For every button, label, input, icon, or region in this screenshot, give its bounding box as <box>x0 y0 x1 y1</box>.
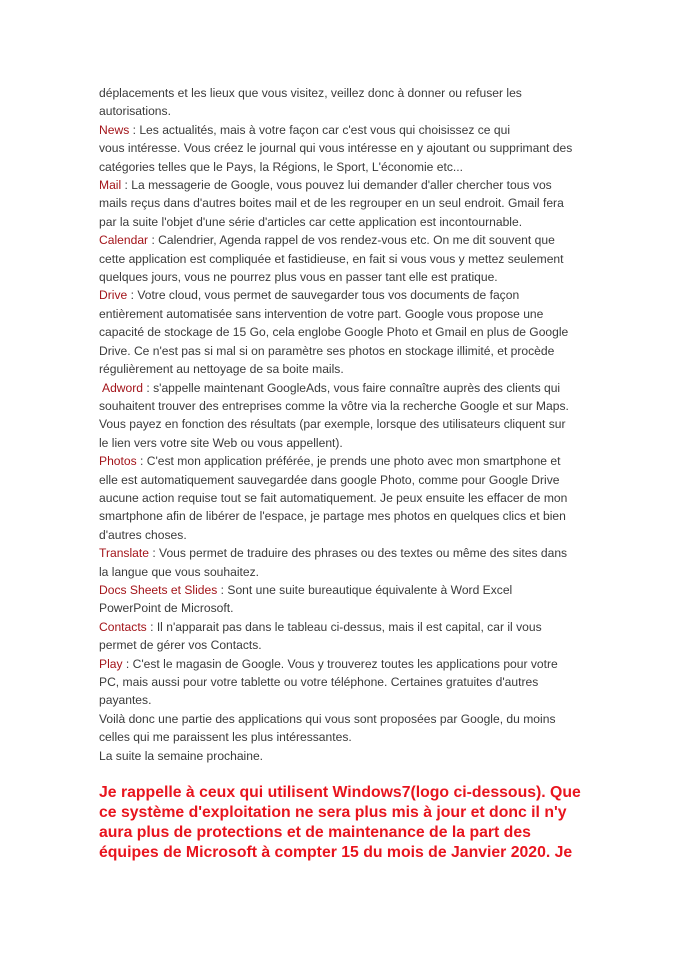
text-line: elle est automatiquement sauvegardée dans google Photo, comme pour Google Drive <box>99 472 560 487</box>
entry-label: Play <box>99 656 123 671</box>
text-line: la langue que vous souhaitez. <box>99 564 260 579</box>
entry-label: News <box>99 122 130 137</box>
text-line: permet de gérer vos Contacts. <box>99 638 262 653</box>
text-line: : La messagerie de Google, vous pouvez lui demander d'aller chercher tous vos <box>121 178 552 193</box>
text-line: souhaitent trouver des entreprises comme la vôtre via la recherche Google et sur Maps. <box>99 398 569 413</box>
text-line: autorisations. <box>99 104 171 119</box>
text-line: quelques jours, vous ne pourrez plus vous en passer tant elle est pratique. <box>99 270 498 285</box>
entry-label: Photos <box>99 454 137 469</box>
text-line: mails reçus dans d'autres boites mail et de les regrouper en un seul endroit. Gmail fera <box>99 196 564 211</box>
notice-line: ce système d'exploitation ne sera plus mis à jour et donc il n'y <box>99 804 567 821</box>
text-line: : C'est le magasin de Google. Vous y trouverez toutes les applications pour votre <box>122 656 558 671</box>
entry-label: Adword <box>102 380 144 395</box>
text-line: : Votre cloud, vous permet de sauvegarder tous vos documents de façon <box>127 288 520 303</box>
text-line: déplacements et les lieux que vous visitez, veillez donc à donner ou refuser les <box>99 86 522 100</box>
notice-line: équipes de Microsoft à compter 15 du mois de Janvier 2020. Je <box>99 844 573 861</box>
text-line: PC, mais aussi pour votre tablette ou votre téléphone. Certaines gratuites d'autres <box>99 675 539 689</box>
text-line: d'autres choses. <box>99 527 187 542</box>
entry-label: Contacts <box>99 619 147 634</box>
entry-docs-sheets-slides <box>99 581 589 618</box>
text-line: : s'appelle maintenant GoogleAds, vous faire connaître auprès des clients qui <box>143 380 561 395</box>
entry-label: Docs Sheets et Slides <box>99 582 218 597</box>
entry-label: Drive <box>99 288 128 303</box>
text-line: : Calendrier, Agenda rappel de vos rendez-vous etc. On me dit souvent que <box>148 233 555 248</box>
intro-paragraph <box>99 84 589 121</box>
text-line: le lien vers votre site Web ou vous appellent). <box>99 435 343 450</box>
entry-translate <box>99 544 589 581</box>
text-line: smartphone afin de libérer de l'espace, je partage mes photos en quelques clics et bien <box>99 509 566 524</box>
text-line: par la suite l'objet d'une série d'articles car cette application est incontournable. <box>99 214 523 229</box>
entry-calendar <box>99 231 589 286</box>
text-line: vous intéresse. Vous créez le journal qui vous intéresse en y ajoutant ou supprimant des <box>99 141 573 156</box>
text-line: cette application est compliquée et fastidieuse, en fait si vous vous y mettez seulement <box>99 251 564 266</box>
entry-label: Mail <box>99 178 122 193</box>
text-line: celles qui me paraissent les plus intéressantes. <box>99 730 352 745</box>
entry-contacts <box>99 618 589 655</box>
text-line: PowerPoint de Microsoft. <box>99 601 234 616</box>
text-line: Drive. Ce n'est pas si mal si on paramètre ses photos en stockage illimité, et procède <box>99 343 555 358</box>
text-line: La suite la semaine prochaine. <box>99 748 264 763</box>
entry-play <box>99 655 589 710</box>
windows7-notice <box>99 783 589 863</box>
notice-line: aura plus de protections et de maintenance de la part des <box>99 824 531 841</box>
text-line: entièrement automatisée sans intervention de votre part. Google vous propose une <box>99 306 544 321</box>
closing-paragraph <box>99 710 589 765</box>
text-line: régulièrement au nettoyage de sa boite mails. <box>99 362 344 377</box>
text-line: Vous payez en fonction des résultats (par exemple, lorsque des utilisateurs cliquent sur <box>99 417 566 432</box>
entry-label: Calendar <box>99 233 149 248</box>
text-line: : Vous permet de traduire des phrases ou des textes ou même des sites dans <box>148 546 568 561</box>
notice-line: Je rappelle à ceux qui utilisent Windows7(logo ci-dessous). Que <box>99 784 581 801</box>
entry-adword <box>99 379 589 453</box>
entry-drive <box>99 286 589 378</box>
text-line: : Les actualités, mais à votre façon car c'est vous qui choisissez ce qui <box>129 122 511 137</box>
entry-photos <box>99 452 589 544</box>
entry-news <box>99 121 589 176</box>
text-line: : Il n'apparait pas dans le tableau ci-dessus, mais il est capital, car il vous <box>146 619 542 634</box>
text-line: : Sont une suite bureautique équivalente à Word Excel <box>217 582 513 597</box>
text-line: capacité de stockage de 15 Go, cela englobe Google Photo et Gmail en plus de Google <box>99 325 569 340</box>
text-line: aucune action requise tout se fait automatiquement. Je peux ensuite les effacer de mon <box>99 490 568 505</box>
text-line: catégories telles que le Pays, la Régions, le Sport, L'économie etc... <box>99 159 463 174</box>
text-line: payantes. <box>99 693 152 708</box>
text-line: : C'est mon application préférée, je prends une photo avec mon smartphone et <box>136 454 561 469</box>
article-body <box>99 84 589 765</box>
entry-mail <box>99 176 589 231</box>
entry-label: Translate <box>99 546 149 561</box>
text-line: Voilà donc une partie des applications qui vous sont proposées par Google, du moins <box>99 711 556 726</box>
